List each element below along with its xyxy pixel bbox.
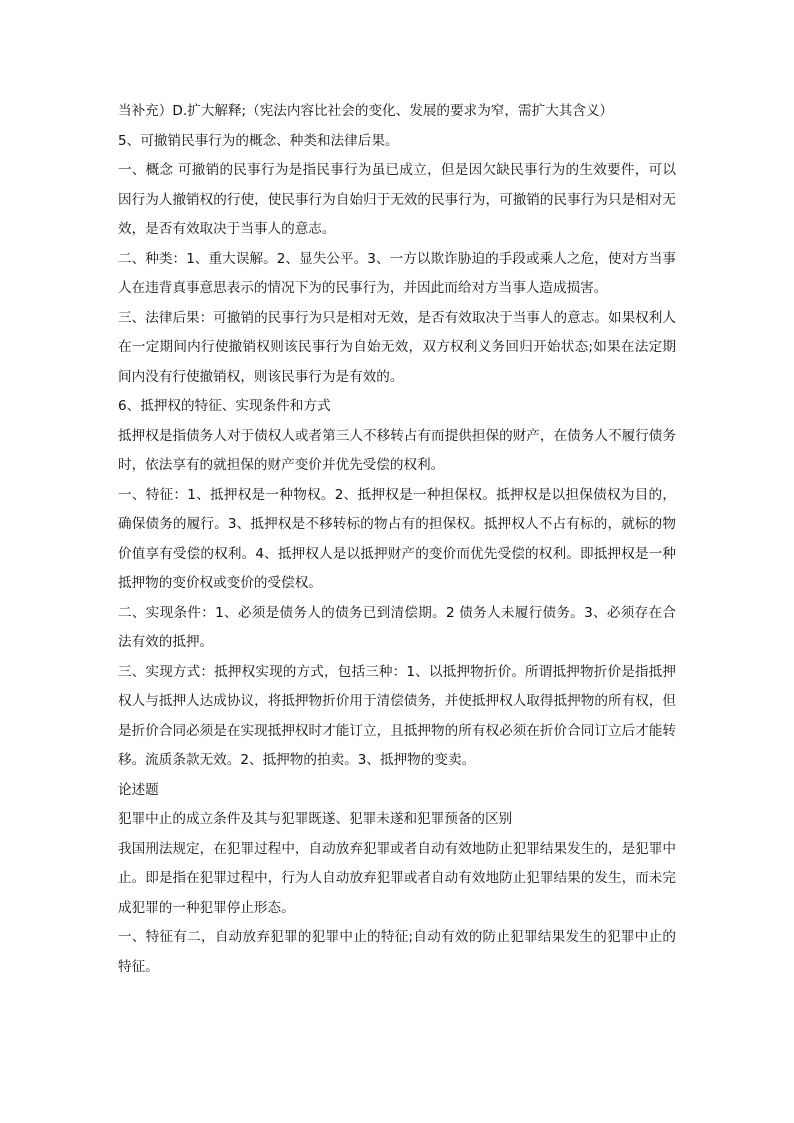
paragraph-mortgage-conditions: 二、实现条件：1、必须是债务人的债务已到清偿期。2 债务人未履行债务。3、必须存在合法有效的抵押。	[118, 604, 676, 650]
paragraph-crime-suspension-features: 一、特征有二，自动放弃犯罪的犯罪中止的特征;自动有效的防止犯罪结果发生的犯罪中止的特征。	[118, 929, 676, 975]
document-page	[118, 97, 676, 982]
paragraph-1: 当补充）D.扩大解释;（宪法内容比社会的变化、发展的要求为窄，需扩大其含义）	[118, 103, 614, 119]
paragraph-mortgage-definition: 抵押权是指债务人对于债权人或者第三人不移转占有而提供担保的财产，在债务人不履行债务时，依法享有的就担保的财产变价并优先受偿的权利。	[118, 427, 676, 473]
paragraph-crime-suspension-definition: 我国刑法规定，在犯罪过程中，自动放弃犯罪或者自动有效地防止犯罪结果发生的，是犯罪中止。即是指在犯罪过程中，行为人自动放弃犯罪或者自动有效地防止犯罪结果的发生，而未完成犯罪的一种犯罪停止形态。	[118, 840, 676, 916]
paragraph-concept: 一、概念 可撤销的民事行为是指民事行为虽已成立，但是因欠缺民事行为的生效要件，可以因行为人撤销权的行使，使民事行为自始归于无效的民事行为，可撤销的民事行为只是相对无效，是否有效取决于当事人的意志。	[118, 162, 676, 237]
heading-6: 6、抵押权的特征、实现条件和方式	[118, 398, 331, 414]
heading-essay: 论述题	[118, 781, 159, 798]
heading-5: 5、可撤销民事行为的概念、种类和法律后果。	[118, 132, 399, 149]
paragraph-mortgage-methods: 三、实现方式：抵押权实现的方式，包括三种：1、以抵押物折价。所谓抵押物折价是指抵押权人与抵押人达成协议，将抵押物折价用于清偿债务，并使抵押权人取得抵押物的所有权，但是折价合同必须是在实现抵押权时才能订立，且抵押物的所有权必须在折价合同订立后才能转移。流质条款无效。2、抵押物的拍卖。3、抵押物的变卖。	[118, 663, 676, 768]
paragraph-mortgage-features: 一、特征：1、抵押权是一种物权。2、抵押权是一种担保权。抵押权是以担保债权为目的，确保债务的履行。3、抵押权是不移转标的物占有的担保权。抵押权人不占有标的，就标的物价值享有受偿的权利。4、抵押权人是以抵押财产的变价而优先受偿的权利。即抵押权是一种抵押物的变价权或变价的受偿权。	[118, 486, 676, 591]
heading-crime-suspension: 犯罪中止的成立条件及其与犯罪既遂、犯罪未遂和犯罪预备的区别	[118, 811, 513, 827]
paragraph-types: 二、种类：1、重大误解。2、显失公平。3、一方以欺诈胁迫的手段或乘人之危，使对方当事人在违背真事意思表示的情况下为的民事行为，并因此而给对方当事人造成损害。	[118, 250, 676, 296]
paragraph-legal-consequence: 三、法律后果：可撤销的民事行为只是相对无效，是否有效取决于当事人的意志。如果权利人在一定期间内行使撤销权则该民事行为自始无效，双方权利义务回归开始状态;如果在法定期间内没有行使撤销权，则该民事行为是有效的。	[118, 309, 676, 385]
